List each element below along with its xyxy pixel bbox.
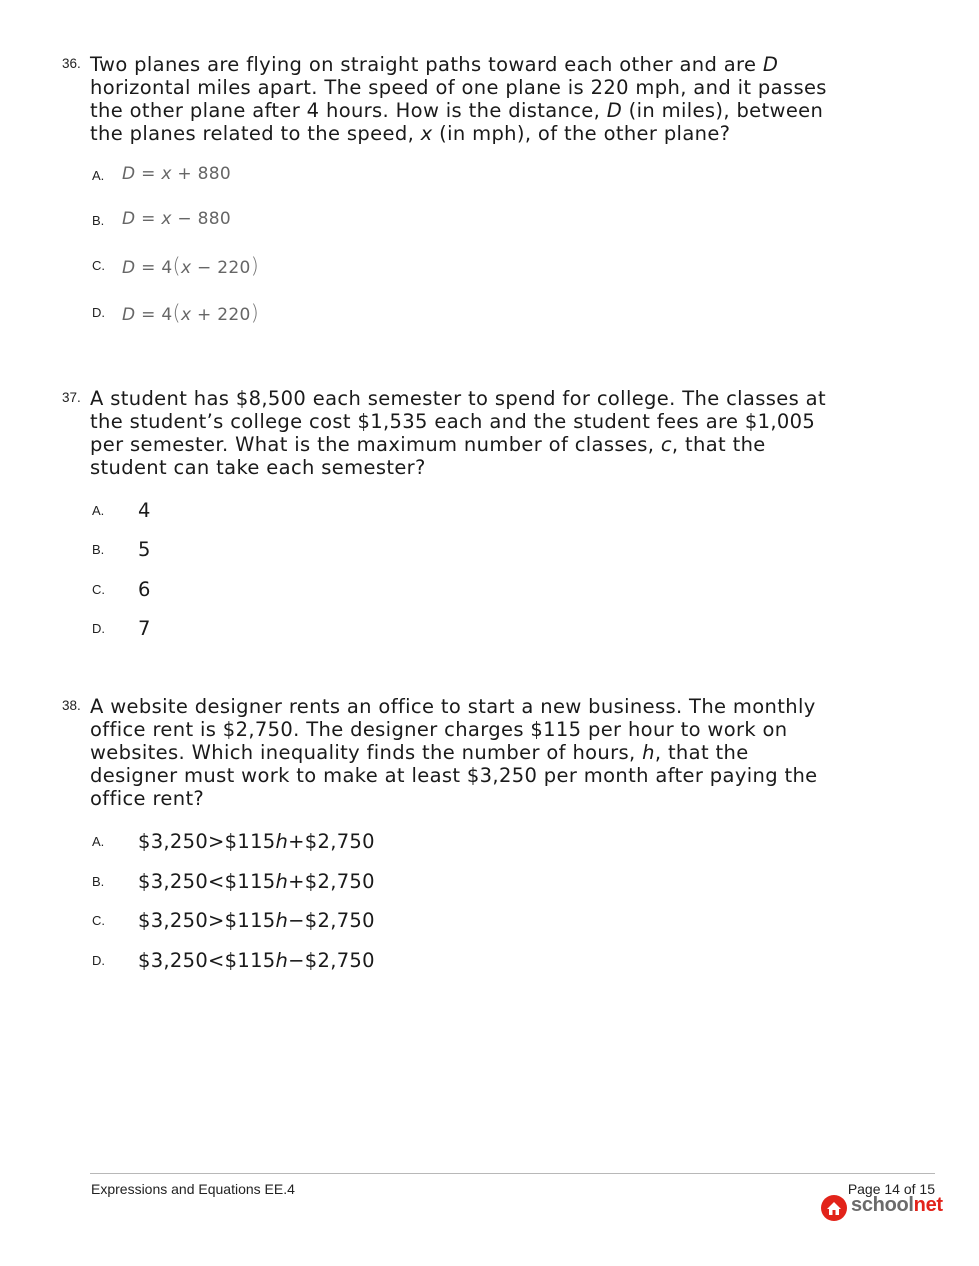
choice-text: 7	[138, 617, 151, 640]
choice-letter: C.	[92, 258, 105, 273]
choice-text: $3,250<$115h+$2,750	[138, 870, 375, 893]
schoolnet-logo	[820, 1194, 943, 1222]
choice-letter: B.	[92, 542, 105, 557]
page-number: Page 14 of 15	[847, 1181, 935, 1197]
choice-letter: B.	[92, 874, 105, 889]
footer-title: Expressions and Equations EE.4	[91, 1181, 295, 1197]
question-line: websites. Which inequality finds the number of hours, h, that the	[90, 741, 749, 764]
choice-text: D = x + 880	[122, 164, 232, 184]
choice-letter: B.	[92, 213, 105, 228]
choice-text: 6	[138, 578, 151, 601]
question-line: horizontal miles apart. The speed of one plane is 220 mph, and it passes	[90, 76, 827, 99]
question-number: 38.	[62, 698, 81, 713]
choice-text: $3,250>$115h−$2,750	[138, 909, 375, 932]
choice-letter: A.	[92, 503, 105, 518]
choice-letter: C.	[92, 582, 105, 597]
choice-letter: A.	[92, 168, 105, 183]
question-number: 36.	[62, 56, 81, 71]
choice-text: $3,250>$115h+$2,750	[138, 830, 375, 853]
choice-letter: A.	[92, 834, 105, 849]
question-line: the planes related to the speed, x (in mph), of the other plane?	[90, 122, 731, 145]
choice-text: D = 4(x − 220)	[122, 254, 260, 278]
choice-letter: D.	[92, 953, 105, 968]
choice-text: 5	[138, 538, 151, 561]
question-line: A student has $8,500 each semester to spend for college. The classes at	[90, 387, 826, 410]
choice-text: $3,250<$115h−$2,750	[138, 949, 375, 972]
question-line: the student’s college cost $1,535 each and the student fees are $1,005	[90, 410, 816, 433]
question-line: per semester. What is the maximum number of classes, c, that the	[90, 433, 766, 456]
question-line: A website designer rents an office to start a new business. The monthly	[90, 695, 816, 718]
question-text	[90, 387, 830, 479]
choice-letter: D.	[92, 305, 105, 320]
logo-text: schoolnet	[851, 1194, 943, 1216]
question-line: office rent is $2,750. The designer charges $115 per hour to work on	[90, 718, 788, 741]
question-line: Two planes are flying on straight paths toward each other and are D	[90, 53, 779, 76]
choice-text: D = x − 880	[122, 209, 232, 229]
choice-letter: D.	[92, 621, 105, 636]
question-line: student can take each semester?	[90, 456, 426, 479]
choice-letter: C.	[92, 913, 105, 928]
question-text	[90, 695, 830, 810]
question-line: designer must work to make at least $3,250 per month after paying the	[90, 764, 818, 787]
question-text	[90, 53, 830, 145]
question-line: office rent?	[90, 787, 205, 810]
question-number: 37.	[62, 390, 81, 405]
choice-text: 4	[138, 499, 151, 522]
question-line: the other plane after 4 hours. How is the distance, D (in miles), between	[90, 99, 824, 122]
choice-text: D = 4(x + 220)	[122, 301, 260, 325]
home-icon	[820, 1194, 848, 1222]
footer-divider	[90, 1173, 935, 1174]
